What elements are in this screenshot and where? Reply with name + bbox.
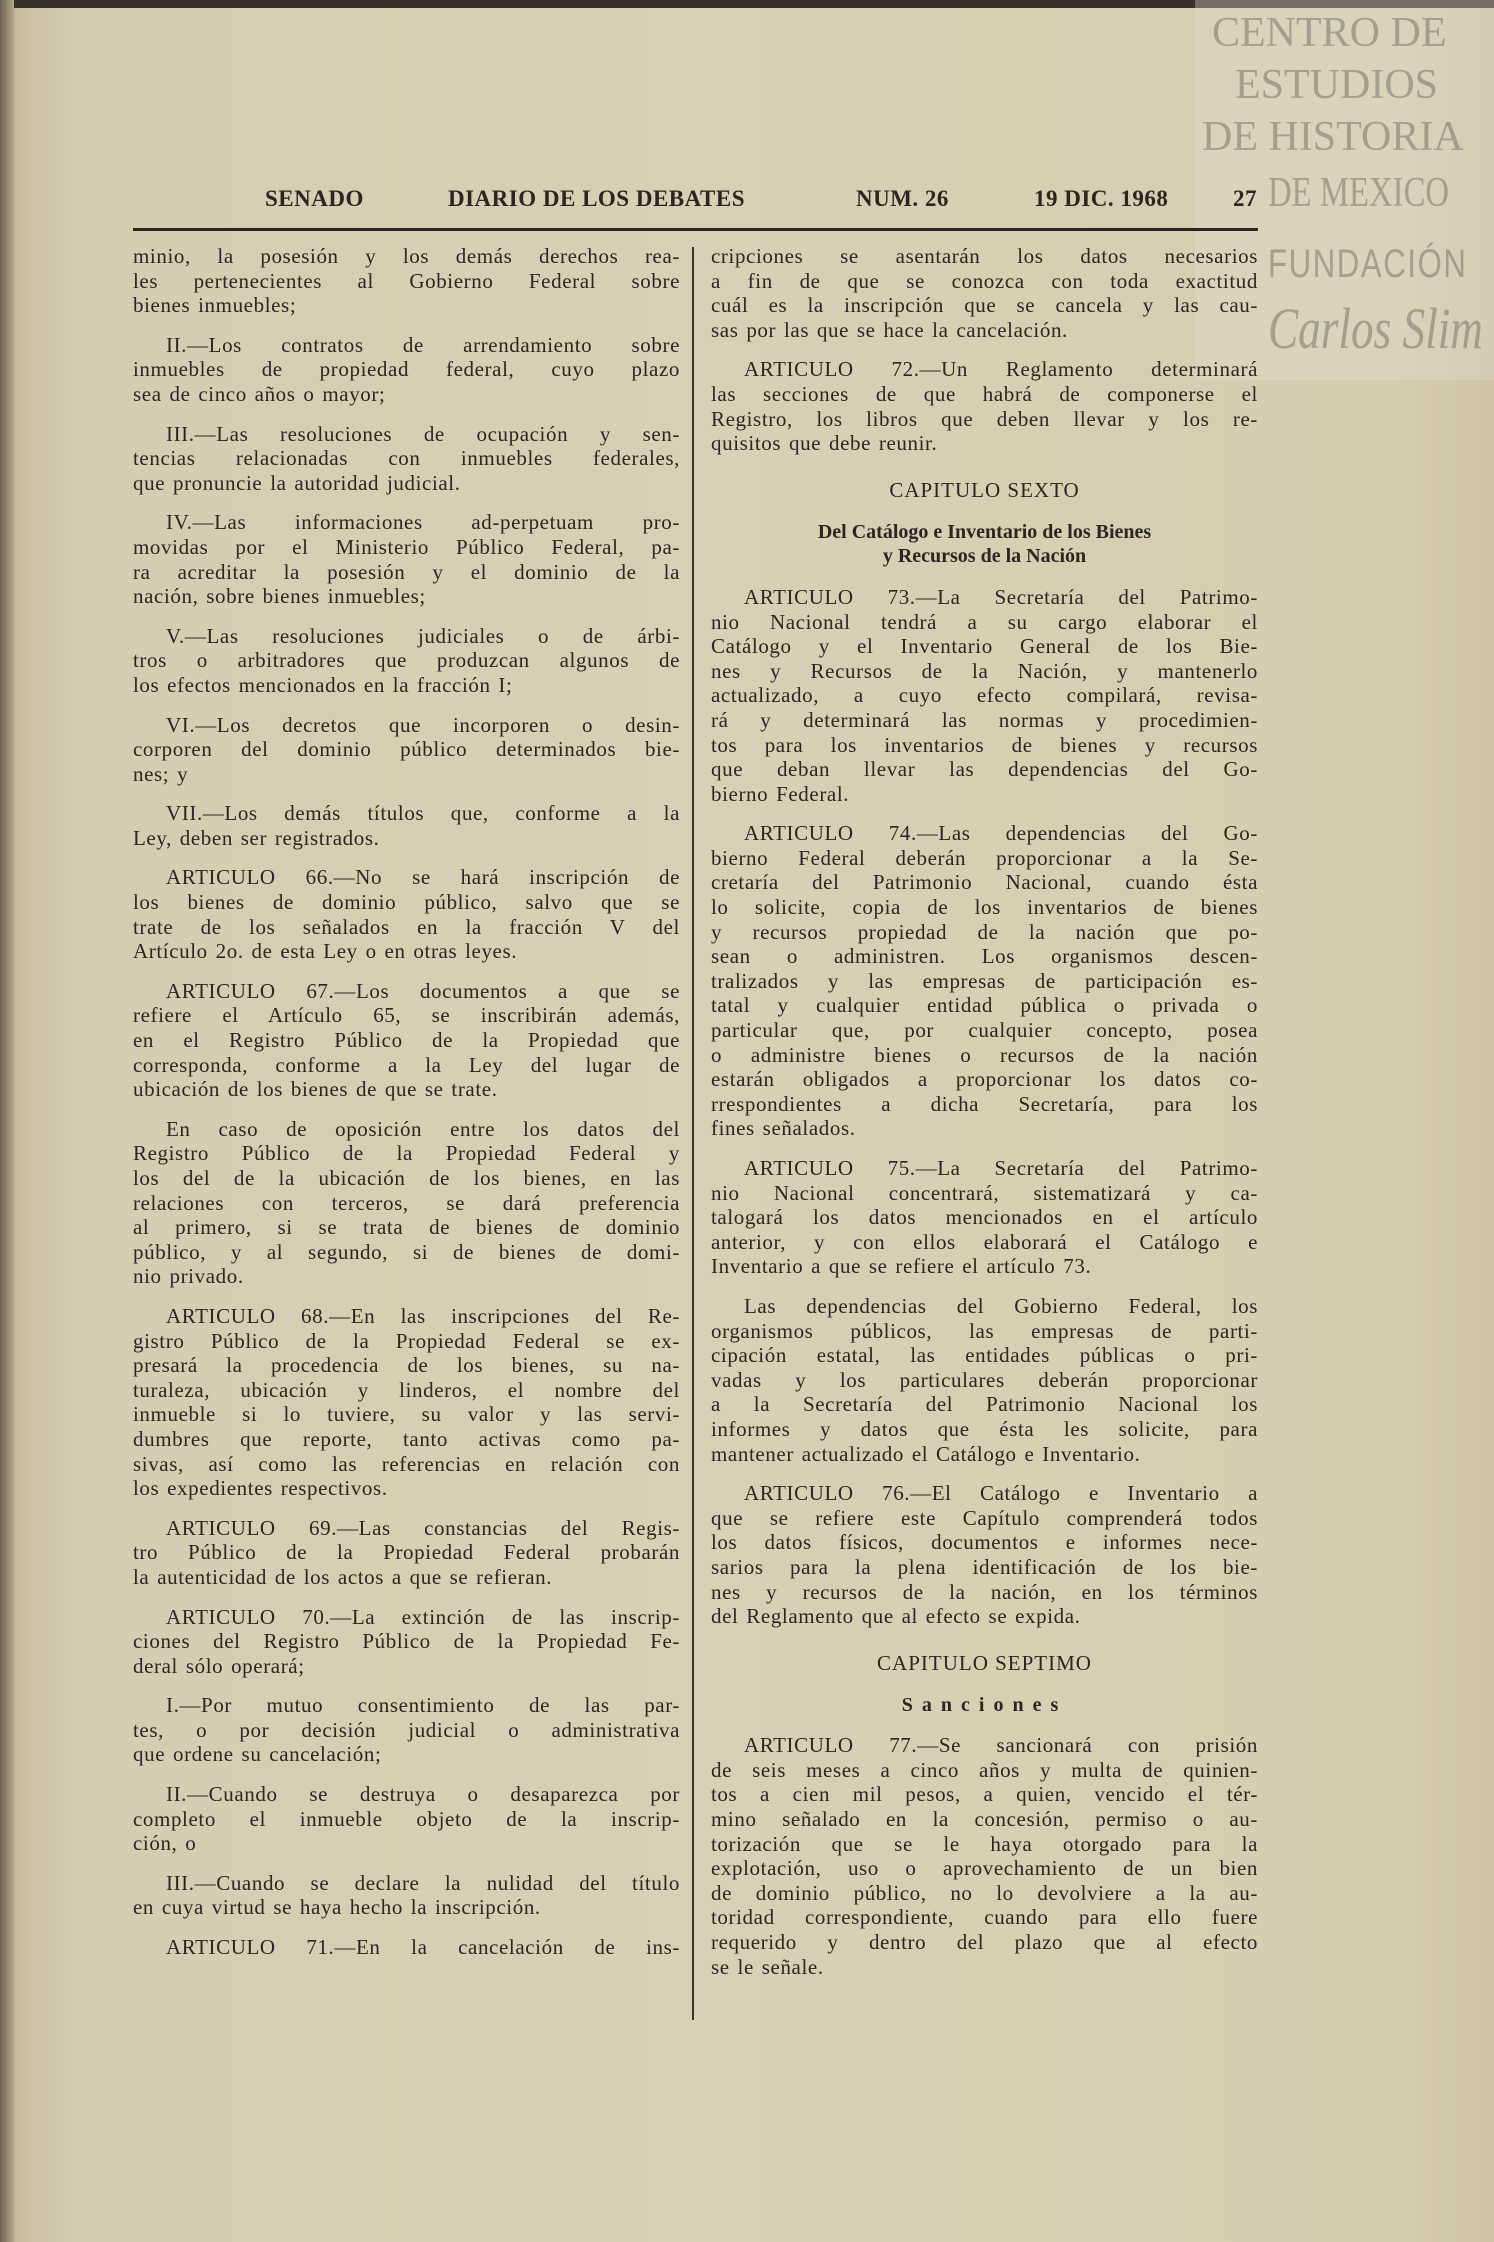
text-line: ARTICULO 73.—La Secretaría del Patrimo- bbox=[744, 584, 1258, 609]
watermark-line: DE HISTORIA bbox=[1202, 114, 1464, 160]
text-line: completo el inmueble objeto de la inscrip- bbox=[133, 1806, 680, 1831]
text-line: movidas por el Ministerio Público Federal, pa- bbox=[133, 534, 680, 559]
text-line: V.—Las resoluciones judiciales o de árbi- bbox=[166, 623, 680, 648]
text-line: nio privado. bbox=[133, 1264, 244, 1289]
text-line: o administre bienes o recursos de la nación bbox=[711, 1042, 1258, 1067]
paragraph bbox=[133, 865, 680, 963]
paragraph bbox=[711, 821, 1258, 1141]
watermark-foundation: FUNDACIÓN bbox=[1268, 242, 1468, 286]
text-line: les pertenecientes al Gobierno Federal sobre bbox=[133, 268, 680, 293]
text-line: tros o arbitradores que produzcan algunos de bbox=[133, 648, 680, 673]
page-header bbox=[0, 186, 1494, 216]
text-line: cuál es la inscripción que se cancela y las cau- bbox=[711, 293, 1258, 318]
text-line: ción, o bbox=[133, 1831, 197, 1856]
paragraph bbox=[133, 422, 680, 496]
paragraph bbox=[133, 1605, 680, 1679]
text-line: fines señalados. bbox=[711, 1116, 856, 1141]
text-line: bierno Federal deberán proporcionar a la Se- bbox=[711, 845, 1258, 870]
paragraph bbox=[711, 1156, 1258, 1279]
scan-left-edge bbox=[0, 0, 14, 2242]
column-divider bbox=[692, 247, 694, 2020]
text-line: trate de los señalados en la fracción V del bbox=[133, 914, 680, 939]
text-line: Las dependencias del Gobierno Federal, los bbox=[744, 1293, 1258, 1318]
text-line: nes y Recursos de la Nación, y mantenerlo bbox=[711, 658, 1258, 683]
text-line: estarán obligados a proporcionar los datos co- bbox=[711, 1067, 1258, 1092]
subheading-line: Del Catálogo e Inventario de los Bienes bbox=[817, 520, 1152, 543]
text-line: ubicación de los bienes de que se trate. bbox=[133, 1077, 498, 1102]
text-line: deral sólo operará; bbox=[133, 1653, 305, 1678]
text-line: tos a cien mil pesos, a quien, vencido el tér- bbox=[711, 1782, 1258, 1807]
text-line: cipación estatal, las entidades públicas o pri- bbox=[711, 1343, 1258, 1368]
text-line: que pronuncie la autoridad judicial. bbox=[133, 470, 461, 495]
text-line: los datos físicos, documentos e informes nece- bbox=[711, 1530, 1258, 1555]
text-line: quisitos que debe reunir. bbox=[711, 431, 938, 456]
text-line: torización que se le haya otorgado para la bbox=[711, 1831, 1258, 1856]
text-line: requerido y dentro del plazo que al efecto bbox=[711, 1930, 1258, 1955]
text-line: IV.—Las informaciones ad-perpetuam pro- bbox=[166, 510, 680, 535]
paragraph bbox=[711, 357, 1258, 455]
text-line: al primero, si se trata de bienes de dominio bbox=[133, 1215, 680, 1240]
text-line: los efectos mencionados en la fracción I; bbox=[133, 672, 513, 697]
paragraph bbox=[711, 585, 1258, 806]
text-line: tos para los inventarios de bienes y recursos bbox=[711, 732, 1258, 757]
header-chamber: SENADO bbox=[265, 186, 364, 211]
text-line: tencias relacionadas con inmuebles federales, bbox=[133, 446, 680, 471]
text-line: sean o administren. Los organismos descen- bbox=[711, 944, 1258, 969]
paragraph bbox=[133, 1117, 680, 1289]
text-line: presará la procedencia de los bienes, su na- bbox=[133, 1353, 680, 1378]
text-line: que deban llevar las dependencias del Go- bbox=[711, 757, 1258, 782]
text-line: VI.—Los decretos que incorporen o desin- bbox=[166, 712, 680, 737]
text-line: y recursos propiedad de la nación que po- bbox=[711, 919, 1258, 944]
text-line: ARTICULO 68.—En las inscripciones del Re- bbox=[166, 1303, 680, 1328]
text-line: informes y datos que ésta les solicite, para bbox=[711, 1416, 1258, 1441]
text-line: Artículo 2o. de esta Ley o en otras leyes. bbox=[133, 939, 518, 964]
section-subheading bbox=[711, 1693, 1258, 1718]
paragraph bbox=[133, 1871, 680, 1920]
text-line: público, y al segundo, si de bienes de domi- bbox=[133, 1239, 680, 1264]
text-line: mino señalado en la concesión, permiso o au- bbox=[711, 1807, 1258, 1832]
text-line: en cuya virtud se haya hecho la inscripción. bbox=[133, 1895, 541, 1920]
text-line: II.—Cuando se destruya o desaparezca por bbox=[166, 1782, 680, 1807]
text-line: talogará los datos mencionados en el artículo bbox=[711, 1205, 1258, 1230]
text-line: nes; y bbox=[133, 761, 189, 786]
text-line: turaleza, ubicación y linderos, el nombre del bbox=[133, 1377, 680, 1402]
paragraph bbox=[133, 1693, 680, 1767]
text-line: inmueble si lo tuviere, su valor y las servi- bbox=[133, 1402, 680, 1427]
text-line: ciones del Registro Público de la Propiedad Fe- bbox=[133, 1629, 680, 1654]
text-line: I.—Por mutuo consentimiento de las par- bbox=[166, 1693, 680, 1718]
text-line: tralizados y las empresas de participación es- bbox=[711, 968, 1258, 993]
text-line: nes y recursos de la nación, en los términos bbox=[711, 1579, 1258, 1604]
paragraph bbox=[133, 510, 680, 608]
text-line: rá y determinará las normas y procedimien- bbox=[711, 707, 1258, 732]
text-line: actualizado, a cuyo efecto compilará, revisa- bbox=[711, 683, 1258, 708]
text-line: mantener actualizado el Catálogo e Inventario. bbox=[711, 1441, 1141, 1466]
text-line: vadas y los particulares deberán proporcionar bbox=[711, 1367, 1258, 1392]
left-column bbox=[133, 244, 680, 1975]
text-line: gistro Público de la Propiedad Federal se ex- bbox=[133, 1328, 680, 1353]
text-line: los del de la ubicación de los bienes, en las bbox=[133, 1166, 680, 1190]
text-line: Registro, los libros que deben llevar y los re- bbox=[711, 406, 1258, 431]
text-line: la autenticidad de los actos a que se refieran. bbox=[133, 1564, 553, 1589]
text-line: En caso de oposición entre los datos del bbox=[166, 1116, 680, 1141]
text-line: tatal y cualquier entidad pública o privada o bbox=[711, 993, 1258, 1018]
text-line: sarios para la plena identificación de los bie- bbox=[711, 1554, 1258, 1579]
text-line: a la Secretaría del Patrimonio Nacional los bbox=[711, 1392, 1258, 1417]
text-line: toridad correspondiente, cuando para ello fuere bbox=[711, 1905, 1258, 1930]
text-line: ARTICULO 72.—Un Reglamento determinará bbox=[744, 357, 1258, 382]
text-line: ARTICULO 66.—No se hará inscripción de bbox=[166, 865, 680, 890]
text-line: III.—Cuando se declare la nulidad del título bbox=[166, 1870, 680, 1895]
text-line: lo solicite, copia de los inventarios de bienes bbox=[711, 895, 1258, 920]
header-number: NUM. 26 bbox=[856, 186, 949, 211]
text-line: cretaría del Patrimonio Nacional, cuando ésta bbox=[711, 870, 1258, 895]
text-line: del Reglamento que al efecto se expida. bbox=[711, 1604, 1081, 1629]
text-line: inmuebles de propiedad federal, cuyo plazo bbox=[133, 357, 680, 382]
watermark-signature: Carlos Slim bbox=[1268, 296, 1483, 361]
text-line: Catálogo y el Inventario General de los Bie- bbox=[711, 634, 1258, 659]
text-line: los expedientes respectivos. bbox=[133, 1476, 388, 1501]
text-line: los bienes de dominio público, salvo que se bbox=[133, 890, 680, 915]
paragraph bbox=[133, 1935, 680, 1960]
text-line: tro Público de la Propiedad Federal probarán bbox=[133, 1540, 680, 1565]
text-line: nio Nacional concentrará, sistematizará y ca- bbox=[711, 1180, 1258, 1205]
paragraph bbox=[133, 1782, 680, 1856]
paragraph bbox=[711, 1294, 1258, 1466]
paragraph bbox=[133, 1516, 680, 1590]
text-line: rrespondientes a dicha Secretaría, para los bbox=[711, 1091, 1258, 1116]
text-line: a fin de que se conozca con toda exactitud bbox=[711, 268, 1258, 293]
text-line: ra acreditar la posesión y el dominio de la bbox=[133, 559, 680, 584]
subheading-line: Sanciones bbox=[901, 1693, 1068, 1716]
text-line: ARTICULO 76.—El Catálogo e Inventario a bbox=[744, 1481, 1258, 1506]
text-line: bienes inmuebles; bbox=[133, 293, 297, 318]
header-page-number: 27 bbox=[1233, 186, 1257, 211]
paragraph bbox=[711, 244, 1258, 342]
paragraph bbox=[711, 1733, 1258, 1979]
text-line: nación, sobre bienes inmuebles; bbox=[133, 584, 426, 609]
text-line: ARTICULO 74.—Las dependencias del Go- bbox=[744, 821, 1258, 846]
chapter-heading: CAPITULO SEXTO bbox=[889, 477, 1080, 502]
text-line: anterior, y con ellos elaborará el Catálogo e bbox=[711, 1229, 1258, 1254]
text-line: dumbres que reporte, tanto activas como pa- bbox=[133, 1426, 680, 1451]
text-line: que se refiere este Capítulo comprenderá todos bbox=[711, 1505, 1258, 1530]
text-line: en el Registro Público de la Propiedad que bbox=[133, 1028, 680, 1053]
paragraph bbox=[133, 1304, 680, 1501]
text-line: particular que, por cualquier concepto, posea bbox=[711, 1018, 1258, 1043]
text-line: bierno Federal. bbox=[711, 781, 850, 806]
text-line: sivas, así como las referencias en relación con bbox=[133, 1451, 680, 1476]
text-line: que ordene su cancelación; bbox=[133, 1742, 382, 1767]
text-line: de seis meses a cinco años y multa de quinien- bbox=[711, 1757, 1258, 1782]
text-line: II.—Los contratos de arrendamiento sobre bbox=[166, 332, 680, 357]
text-line: ARTICULO 71.—En la cancelación de ins- bbox=[166, 1935, 680, 1960]
text-line: ARTICULO 77.—Se sancionará con prisión bbox=[744, 1733, 1258, 1758]
text-line: ARTICULO 67.—Los documentos a que se bbox=[166, 978, 680, 1003]
paragraph bbox=[133, 244, 680, 318]
text-line: VII.—Los demás títulos que, conforme a la bbox=[166, 801, 680, 826]
watermark-line: DE MEXICO bbox=[1268, 170, 1450, 216]
paragraph bbox=[133, 333, 680, 407]
text-line: sea de cinco años o mayor; bbox=[133, 381, 386, 406]
text-line: se le señale. bbox=[711, 1954, 824, 1979]
text-line: organismos públicos, las empresas de parti- bbox=[711, 1318, 1258, 1343]
subheading-line: y Recursos de la Nación bbox=[882, 545, 1087, 568]
text-line: relaciones con terceros, se dará preferencia bbox=[133, 1190, 680, 1215]
text-line: Ley, deben ser registrados. bbox=[133, 825, 380, 850]
header-date: 19 DIC. 1968 bbox=[1034, 186, 1169, 211]
text-line: ARTICULO 69.—Las constancias del Regis- bbox=[166, 1515, 680, 1540]
text-line: Registro Público de la Propiedad Federal y bbox=[133, 1141, 680, 1166]
text-line: corresponda, conforme a la Ley del lugar de bbox=[133, 1052, 680, 1077]
section-subheading bbox=[711, 520, 1258, 569]
text-line: sas por las que se hace la cancelación. bbox=[711, 317, 1068, 342]
text-line: minio, la posesión y los demás derechos rea- bbox=[133, 244, 680, 268]
text-line: las secciones de que habrá de componerse el bbox=[711, 381, 1258, 406]
paragraph bbox=[711, 1481, 1258, 1629]
text-line: Inventario a que se refiere el artículo 73. bbox=[711, 1254, 1092, 1279]
right-column bbox=[711, 244, 1258, 1994]
text-line: ARTICULO 75.—La Secretaría del Patrimo- bbox=[744, 1156, 1258, 1180]
chapter-heading: CAPITULO SEPTIMO bbox=[877, 1650, 1092, 1675]
watermark-line: CENTRO DE bbox=[1212, 10, 1447, 56]
paragraph bbox=[133, 801, 680, 850]
text-line: tes, o por decisión judicial o administrativa bbox=[133, 1717, 680, 1742]
text-line: de dominio público, no lo devolviere a la au- bbox=[711, 1880, 1258, 1905]
text-line: nio Nacional tendrá a su cargo elaborar el bbox=[711, 609, 1258, 634]
header-publication: DIARIO DE LOS DEBATES bbox=[448, 186, 746, 211]
paragraph bbox=[133, 979, 680, 1102]
text-line: ARTICULO 70.—La extinción de las inscrip- bbox=[166, 1604, 680, 1629]
paragraph bbox=[133, 713, 680, 787]
text-line: cripciones se asentarán los datos necesarios bbox=[711, 244, 1258, 268]
text-line: refiere el Artículo 65, se inscribirán además, bbox=[133, 1003, 680, 1028]
watermark-line: ESTUDIOS bbox=[1235, 62, 1439, 108]
text-line: III.—Las resoluciones de ocupación y sen- bbox=[166, 421, 680, 446]
text-line: corporen del dominio público determinados bie- bbox=[133, 737, 680, 762]
paragraph bbox=[133, 624, 680, 698]
header-rule bbox=[133, 228, 1258, 231]
text-line: explotación, uso o aprovechamiento de un bien bbox=[711, 1856, 1258, 1881]
